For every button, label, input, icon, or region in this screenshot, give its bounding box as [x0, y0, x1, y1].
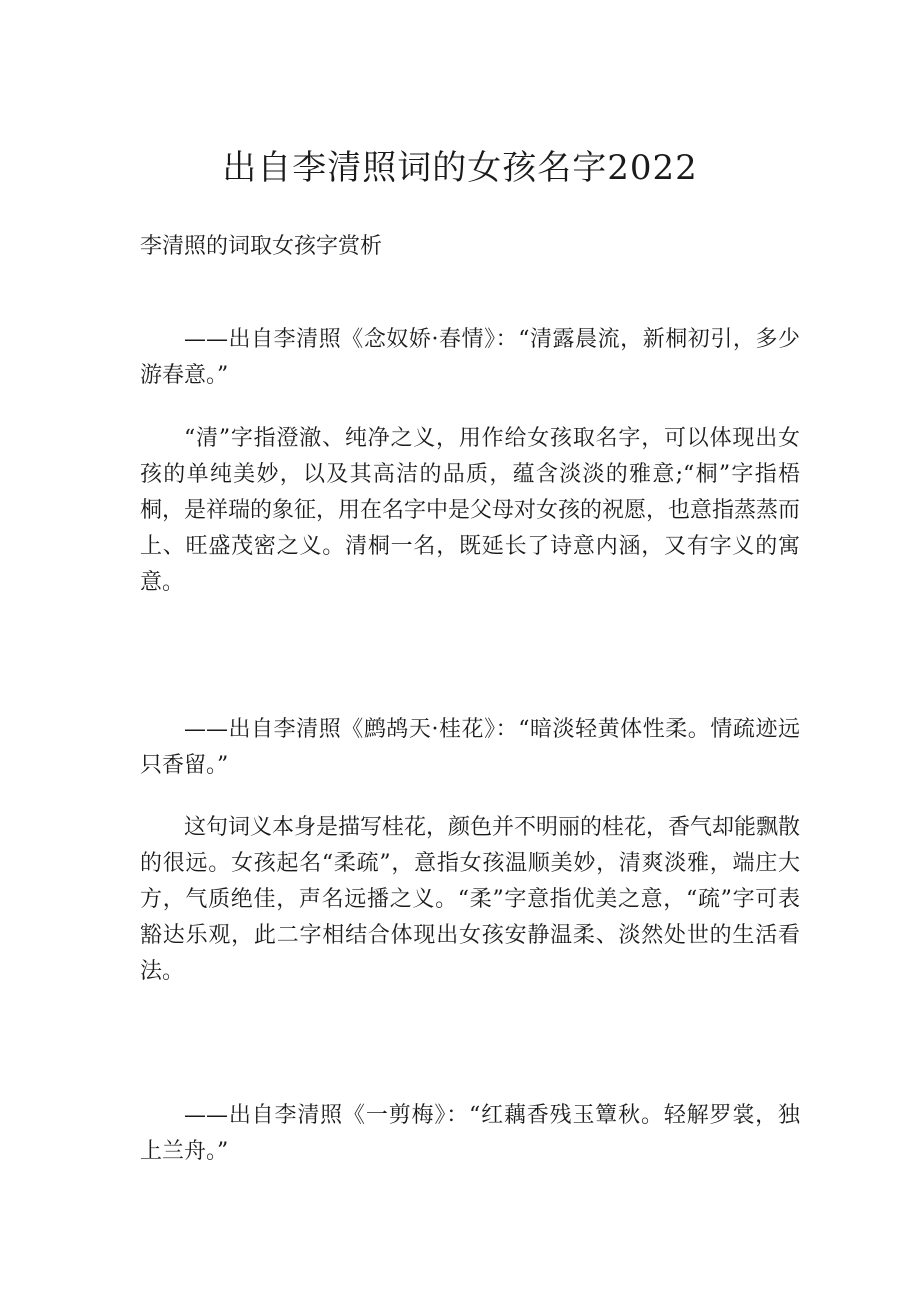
section-1-paragraph: “清”字指澄澈、纯净之义，用作给女孩取名字，可以体现出女孩的单纯美妙，以及其高洁的品质，蕴含淡淡的雅意;“桐”字指梧桐，是祥瑞的象征，用在名字中是父母对女孩的祝愿，也意指蒸蒸而上、旺盛茂密之义。清桐一名，既延长了诗意内涵，又有字义的寓意。: [140, 426, 801, 595]
section-1-quote: ——出自李清照《念奴娇·春情》：“清露晨流，新桐初引，多少游春意。”: [140, 327, 800, 388]
section-2-quote: ——出自李清照《鹧鸪天·桂花》：“暗淡轻黄体性柔。情疏迹远只香留。”: [140, 717, 800, 778]
page-title: 出自李清照词的女孩名字2022: [222, 148, 698, 188]
page-subtitle: 李清照的词取女孩字赏析: [140, 234, 383, 259]
section-3-quote: ——出自李清照《一剪梅》：“红藕香残玉簟秋。轻解罗裳，独上兰舟。”: [140, 1103, 800, 1164]
section-2-paragraph: 这句词义本身是描写桂花，颜色并不明丽的桂花，香气却能飘散的很远。女孩起名“柔疏”，意指女孩温顺美妙，清爽淡雅，端庄大方，气质绝佳，声名远播之义。“柔”字意指优美之意，“疏”字可表豁达乐观，此二字相结合体现出女孩安静温柔、淡然处世的生活看法。: [140, 815, 801, 984]
